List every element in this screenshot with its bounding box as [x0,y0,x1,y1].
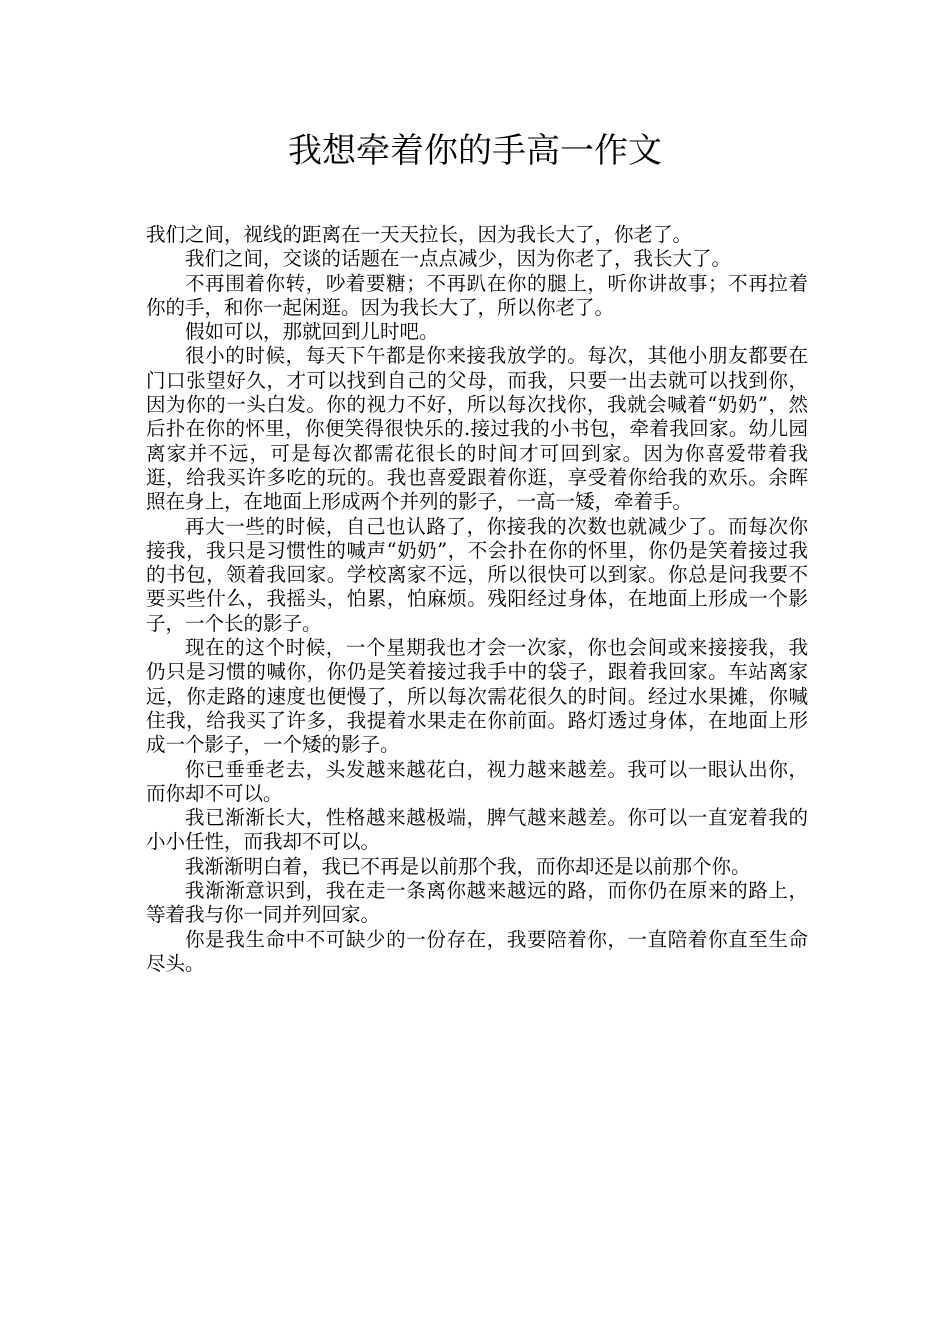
paragraph: 你已垂垂老去，头发越来越花白，视力越来越差。我可以一眼认出你，而你却不可以。 [146,757,808,805]
paragraph: 我们之间，视线的距离在一天天拉长，因为我长大了，你老了。 [146,223,693,246]
paragraph: 我渐渐明白着，我已不再是以前那个我，而你却还是以前那个你。 [185,854,751,878]
paragraph: 不再围着你转，吵着要糖；不再趴在你的腿上，听你讲故事；不再拉着你的手，和你一起闲逛。因为我长大了，所以你老了。 [146,271,808,319]
document-title: 我想牵着你的手高一作文 [288,131,662,171]
paragraph: 很小的时候，每天下午都是你来接我放学的。每次，其他小朋友都要在门口张望好久，才可以找到自己的父母，而我，只要一出去就可以找到你，因为你的一头白发。你的视力不好，所以每次找你，我就会喊着“奶奶”，然后扑在你的怀里，你便笑得很快乐的.接过我的小书包，牵着我回家。幼儿园离家并不远，可是每次都需花很长的时间才可回到家。因为你喜爱带着我逛，给我买许多吃的玩的。我也喜爱跟着你逛，享受着你给我的欢乐。余晖照在身上，在地面上形成两个并列的影子，一高一矮，牵着手。 [146,344,808,514]
paragraph: 现在的这个时候，一个星期我也才会一次家，你也会间或来接接我，我仍只是习惯的喊你，你仍是笑着接过我手中的袋子，跟着我回家。车站离家远，你走路的速度也便慢了，所以每次需花很久的时间。经过水果摊，你喊住我，给我买了许多，我提着水果走在你前面。路灯透过身体，在地面上形成一个影子，一个矮的影子。 [146,636,808,757]
paragraph: 假如可以，那就回到儿时吧。 [185,320,439,344]
paragraph: 再大一些的时候，自己也认路了，你接我的次数也就减少了。而每次你接我，我只是习惯性的喊声“奶奶”，不会扑在你的怀里，你仍是笑着接过我的书包，领着我回家。学校离家不远，所以很快可以到家。你总是问我要不要买些什么，我摇头，怕累，怕麻烦。残阳经过身体，在地面上形成一个影子，一个长的影子。 [146,514,808,635]
paragraph: 我已渐渐长大，性格越来越极端，脾气越来越差。你可以一直宠着我的小小任性，而我却不可以。 [146,806,808,854]
paragraph: 我渐渐意识到，我在走一条离你越来越远的路，而你仍在原来的路上，等着我与你一同并列回家。 [146,879,808,927]
paragraph: 我们之间，交谈的话题在一点点减少，因为你老了，我长大了。 [185,247,732,271]
paragraph: 你是我生命中不可缺少的一份存在，我要陪着你，一直陪着你直至生命尽头。 [146,927,808,975]
document-body [146,223,808,976]
